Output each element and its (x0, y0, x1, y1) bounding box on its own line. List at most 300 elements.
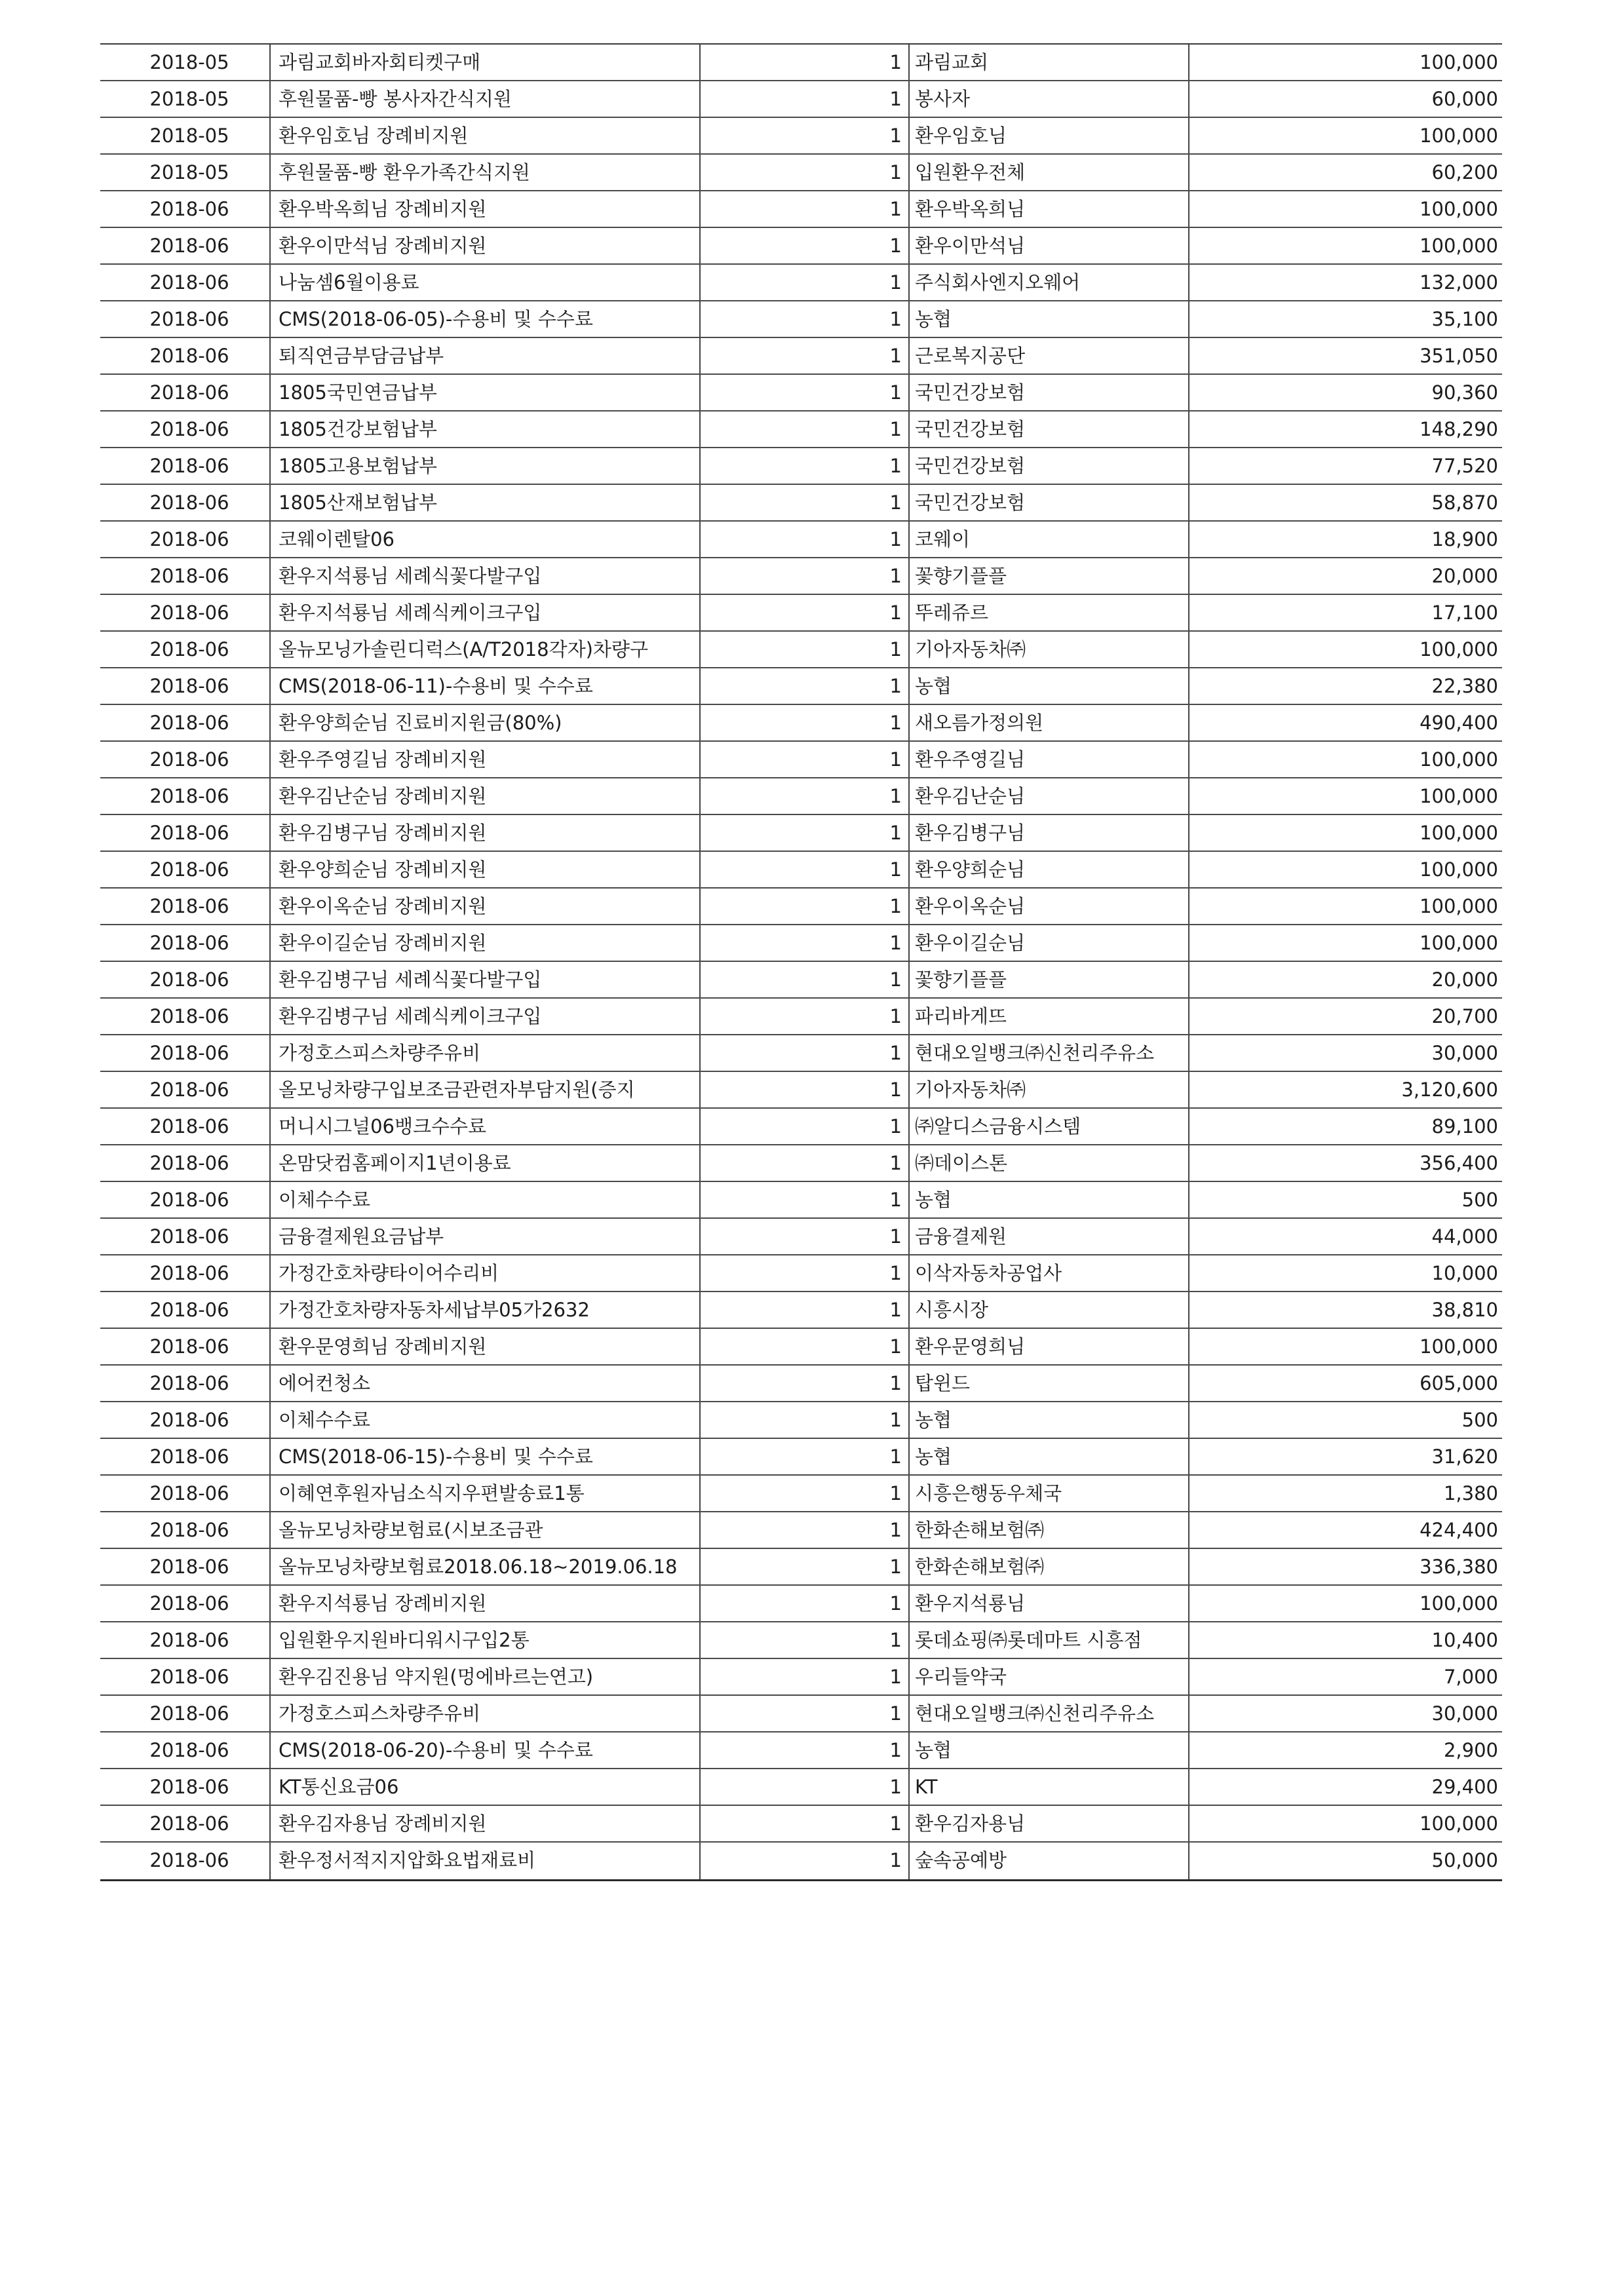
amount-cell: 424,400 (1420, 1519, 1498, 1541)
description-cell: 환우지석룡님 세례식케이크구입 (271, 595, 701, 630)
table-row (100, 962, 1502, 999)
amount-cell: 500 (1461, 1189, 1498, 1211)
description-cell: CMS(2018-06-11)-수용비 및 수수료 (271, 668, 701, 704)
description-cell: 1805건강보험납부 (271, 411, 701, 447)
vendor-cell: 농협 (910, 1182, 1189, 1217)
month-cell: 2018-06 (100, 1329, 271, 1364)
vendor-cell: 환우주영길님 (910, 742, 1189, 777)
table-row (100, 1035, 1502, 1072)
table-row (100, 118, 1502, 155)
table-row (100, 1219, 1502, 1255)
vendor-cell: 환우이옥순님 (910, 889, 1189, 924)
description-cell: 가정간호차량타이어수리비 (271, 1255, 701, 1291)
vendor-cell: 현대오일뱅크㈜신천리주유소 (910, 1035, 1189, 1071)
amount-cell: 3,120,600 (1401, 1079, 1498, 1101)
description-cell: 입원환우지원바디워시구입2통 (271, 1622, 701, 1658)
table-row (100, 375, 1502, 411)
month-cell: 2018-05 (100, 81, 271, 117)
description-cell: CMS(2018-06-15)-수용비 및 수수료 (271, 1439, 701, 1474)
month-cell: 2018-06 (100, 265, 271, 300)
table-row (100, 1182, 1502, 1219)
month-cell: 2018-06 (100, 1109, 271, 1144)
table-row (100, 411, 1502, 448)
vendor-cell: 주식회사엔지오웨어 (910, 265, 1189, 300)
quantity-cell: 1 (701, 81, 910, 117)
vendor-cell: 국민건강보험 (910, 448, 1189, 484)
amount-cell: 100,000 (1420, 858, 1498, 881)
quantity-cell: 1 (701, 1732, 910, 1768)
vendor-cell: ㈜데이스톤 (910, 1145, 1189, 1181)
month-cell: 2018-06 (100, 1549, 271, 1584)
quantity-cell: 1 (701, 999, 910, 1034)
description-cell: 후원물품-빵 봉사자간식지원 (271, 81, 701, 117)
quantity-cell: 1 (701, 852, 910, 887)
month-cell: 2018-06 (100, 962, 271, 997)
vendor-cell: KT (910, 1769, 1189, 1805)
description-cell: 환우김자용님 장례비지원 (271, 1806, 701, 1841)
description-cell: 이체수수료 (271, 1182, 701, 1217)
amount-cell: 132,000 (1420, 271, 1498, 294)
month-cell: 2018-06 (100, 228, 271, 263)
month-cell: 2018-06 (100, 1806, 271, 1841)
amount-cell: 90,360 (1431, 381, 1498, 404)
description-cell: 환우이옥순님 장례비지원 (271, 889, 701, 924)
month-cell: 2018-06 (100, 778, 271, 814)
month-cell: 2018-06 (100, 852, 271, 887)
table-row (100, 1366, 1502, 1402)
description-cell: 과림교회바자회티켓구매 (271, 45, 701, 80)
amount-cell: 58,870 (1431, 491, 1498, 514)
quantity-cell: 1 (701, 338, 910, 373)
month-cell: 2018-06 (100, 668, 271, 704)
vendor-cell: 환우지석룡님 (910, 1586, 1189, 1621)
table-row (100, 815, 1502, 852)
month-cell: 2018-06 (100, 191, 271, 227)
month-cell: 2018-06 (100, 1182, 271, 1217)
description-cell: 가정호스피스차량주유비 (271, 1696, 701, 1731)
table-row (100, 1329, 1502, 1366)
description-cell: CMS(2018-06-20)-수용비 및 수수료 (271, 1732, 701, 1768)
amount-cell: 100,000 (1420, 748, 1498, 771)
vendor-cell: 환우박옥희님 (910, 191, 1189, 227)
amount-cell: 100,000 (1420, 638, 1498, 660)
month-cell: 2018-06 (100, 1219, 271, 1254)
month-cell: 2018-06 (100, 1145, 271, 1181)
vendor-cell: 기아자동차㈜ (910, 1072, 1189, 1107)
quantity-cell: 1 (701, 1072, 910, 1107)
table-row (100, 1659, 1502, 1696)
table-row (100, 1109, 1502, 1145)
quantity-cell: 1 (701, 1219, 910, 1254)
amount-cell: 77,520 (1431, 455, 1498, 477)
month-cell: 2018-06 (100, 1769, 271, 1805)
description-cell: 올뉴모닝차량보험료(시보조금관 (271, 1512, 701, 1548)
table-row (100, 522, 1502, 558)
quantity-cell: 1 (701, 1476, 910, 1511)
vendor-cell: 봉사자 (910, 81, 1189, 117)
description-cell: 환우주영길님 장례비지원 (271, 742, 701, 777)
quantity-cell: 1 (701, 1439, 910, 1474)
vendor-cell: 환우김자용님 (910, 1806, 1189, 1841)
description-cell: 올모닝차량구입보조금관련자부담지원(증지 (271, 1072, 701, 1107)
description-cell: 올뉴모닝가솔린디럭스(A/T2018각자)차량구 (271, 632, 701, 667)
quantity-cell: 1 (701, 668, 910, 704)
vendor-cell: 한화손해보험㈜ (910, 1512, 1189, 1548)
month-cell: 2018-06 (100, 742, 271, 777)
quantity-cell: 1 (701, 191, 910, 227)
quantity-cell: 1 (701, 45, 910, 80)
amount-cell: 38,810 (1431, 1299, 1498, 1321)
description-cell: 이체수수료 (271, 1402, 701, 1438)
vendor-cell: 국민건강보험 (910, 485, 1189, 520)
quantity-cell: 1 (701, 1182, 910, 1217)
quantity-cell: 1 (701, 375, 910, 410)
month-cell: 2018-06 (100, 1732, 271, 1768)
vendor-cell: 농협 (910, 1439, 1189, 1474)
table-row (100, 1402, 1502, 1439)
table-row (100, 1512, 1502, 1549)
quantity-cell: 1 (701, 1145, 910, 1181)
month-cell: 2018-06 (100, 595, 271, 630)
quantity-cell: 1 (701, 411, 910, 447)
table-row (100, 155, 1502, 191)
description-cell: 이혜연후원자님소식지우편발송료1통 (271, 1476, 701, 1511)
table-row (100, 1843, 1502, 1879)
amount-cell: 100,000 (1420, 1592, 1498, 1615)
quantity-cell: 1 (701, 448, 910, 484)
vendor-cell: 농협 (910, 668, 1189, 704)
quantity-cell: 1 (701, 815, 910, 851)
table-row (100, 1769, 1502, 1806)
amount-cell: 20,000 (1431, 565, 1498, 587)
description-cell: 환우김난순님 장례비지원 (271, 778, 701, 814)
amount-cell: 100,000 (1420, 895, 1498, 917)
amount-cell: 351,050 (1420, 345, 1498, 367)
description-cell: KT통신요금06 (271, 1769, 701, 1805)
vendor-cell: 탑윈드 (910, 1366, 1189, 1401)
quantity-cell: 1 (701, 1329, 910, 1364)
quantity-cell: 1 (701, 1255, 910, 1291)
quantity-cell: 1 (701, 228, 910, 263)
vendor-cell: 환우김병구님 (910, 815, 1189, 851)
table-row (100, 925, 1502, 962)
amount-cell: 148,290 (1420, 418, 1498, 440)
month-cell: 2018-06 (100, 1292, 271, 1328)
vendor-cell: 기아자동차㈜ (910, 632, 1189, 667)
month-cell: 2018-06 (100, 1843, 271, 1879)
quantity-cell: 1 (701, 558, 910, 594)
quantity-cell: 1 (701, 778, 910, 814)
table-row (100, 265, 1502, 301)
table-row (100, 1696, 1502, 1732)
quantity-cell: 1 (701, 155, 910, 190)
quantity-cell: 1 (701, 742, 910, 777)
month-cell: 2018-05 (100, 155, 271, 190)
month-cell: 2018-06 (100, 632, 271, 667)
table-row (100, 1072, 1502, 1109)
amount-cell: 2,900 (1443, 1739, 1498, 1761)
table-row (100, 301, 1502, 338)
month-cell: 2018-06 (100, 1512, 271, 1548)
quantity-cell: 1 (701, 1696, 910, 1731)
quantity-cell: 1 (701, 595, 910, 630)
vendor-cell: 코웨이 (910, 522, 1189, 557)
amount-cell: 60,000 (1431, 88, 1498, 110)
month-cell: 2018-06 (100, 522, 271, 557)
description-cell: 1805고용보험납부 (271, 448, 701, 484)
amount-cell: 18,900 (1431, 528, 1498, 550)
amount-cell: 100,000 (1420, 51, 1498, 73)
description-cell: 후원물품-빵 환우가족간식지원 (271, 155, 701, 190)
vendor-cell: 뚜레쥬르 (910, 595, 1189, 630)
description-cell: 1805국민연금납부 (271, 375, 701, 410)
month-cell: 2018-05 (100, 118, 271, 153)
month-cell: 2018-06 (100, 338, 271, 373)
description-cell: 환우양희순님 진료비지원금(80%) (271, 705, 701, 740)
description-cell: 환우지석룡님 장례비지원 (271, 1586, 701, 1621)
table-row (100, 595, 1502, 632)
vendor-cell: 시흥시장 (910, 1292, 1189, 1328)
table-row (100, 889, 1502, 925)
table-row (100, 999, 1502, 1035)
description-cell: 환우정서적지지압화요법재료비 (271, 1843, 701, 1879)
month-cell: 2018-06 (100, 1659, 271, 1694)
month-cell: 2018-06 (100, 1439, 271, 1474)
quantity-cell: 1 (701, 1512, 910, 1548)
description-cell: 환우임호님 장례비지원 (271, 118, 701, 153)
table-row (100, 1549, 1502, 1586)
description-cell: 온맘닷컴홈페이지1년이용료 (271, 1145, 701, 1181)
amount-cell: 100,000 (1420, 785, 1498, 807)
vendor-cell: 숲속공예방 (910, 1843, 1189, 1879)
description-cell: 환우이길순님 장례비지원 (271, 925, 701, 961)
vendor-cell: 한화손해보험㈜ (910, 1549, 1189, 1584)
amount-cell: 100,000 (1420, 124, 1498, 147)
table-row (100, 228, 1502, 265)
month-cell: 2018-06 (100, 1035, 271, 1071)
vendor-cell: 입원환우전체 (910, 155, 1189, 190)
table-row (100, 778, 1502, 815)
quantity-cell: 1 (701, 1806, 910, 1841)
vendor-cell: 국민건강보험 (910, 411, 1189, 447)
vendor-cell: 환우임호님 (910, 118, 1189, 153)
quantity-cell: 1 (701, 1402, 910, 1438)
description-cell: 나눔셈6월이용료 (271, 265, 701, 300)
table-row (100, 485, 1502, 522)
table-row (100, 1476, 1502, 1512)
table-row (100, 705, 1502, 742)
amount-cell: 20,000 (1431, 968, 1498, 991)
quantity-cell: 1 (701, 962, 910, 997)
vendor-cell: 현대오일뱅크㈜신천리주유소 (910, 1696, 1189, 1731)
amount-cell: 100,000 (1420, 932, 1498, 954)
quantity-cell: 1 (701, 925, 910, 961)
amount-cell: 1,380 (1443, 1482, 1498, 1504)
description-cell: 코웨이렌탈06 (271, 522, 701, 557)
description-cell: 환우문영희님 장례비지원 (271, 1329, 701, 1364)
table-row (100, 1255, 1502, 1292)
month-cell: 2018-06 (100, 1696, 271, 1731)
vendor-cell: 시흥은행동우체국 (910, 1476, 1189, 1511)
month-cell: 2018-06 (100, 889, 271, 924)
table-row (100, 1732, 1502, 1769)
description-cell: 올뉴모닝차량보험료2018.06.18~2019.06.18 (271, 1549, 701, 1584)
table-row (100, 558, 1502, 595)
amount-cell: 29,400 (1431, 1776, 1498, 1798)
quantity-cell: 1 (701, 265, 910, 300)
vendor-cell: 꽃향기플플 (910, 962, 1189, 997)
vendor-cell: 환우이길순님 (910, 925, 1189, 961)
month-cell: 2018-06 (100, 301, 271, 337)
vendor-cell: 농협 (910, 301, 1189, 337)
quantity-cell: 1 (701, 522, 910, 557)
amount-cell: 356,400 (1420, 1152, 1498, 1174)
vendor-cell: 농협 (910, 1732, 1189, 1768)
amount-cell: 20,700 (1431, 1005, 1498, 1027)
amount-cell: 500 (1461, 1409, 1498, 1431)
amount-cell: 30,000 (1431, 1042, 1498, 1064)
description-cell: 1805산재보험납부 (271, 485, 701, 520)
description-cell: 환우김병구님 세례식꽃다발구입 (271, 962, 701, 997)
vendor-cell: 환우이만석님 (910, 228, 1189, 263)
amount-cell: 605,000 (1420, 1372, 1498, 1394)
vendor-cell: 국민건강보험 (910, 375, 1189, 410)
description-cell: 에어컨청소 (271, 1366, 701, 1401)
month-cell: 2018-06 (100, 558, 271, 594)
amount-cell: 89,100 (1431, 1115, 1498, 1138)
month-cell: 2018-06 (100, 411, 271, 447)
description-cell: 퇴직연금부담금납부 (271, 338, 701, 373)
description-cell: 환우김병구님 장례비지원 (271, 815, 701, 851)
table-row (100, 1439, 1502, 1476)
table-row (100, 1806, 1502, 1843)
amount-cell: 100,000 (1420, 1812, 1498, 1835)
amount-cell: 31,620 (1431, 1445, 1498, 1468)
amount-cell: 44,000 (1431, 1225, 1498, 1248)
quantity-cell: 1 (701, 118, 910, 153)
quantity-cell: 1 (701, 1109, 910, 1144)
month-cell: 2018-06 (100, 925, 271, 961)
expense-table (100, 43, 1502, 1881)
description-cell: 금융결제원요금납부 (271, 1219, 701, 1254)
month-cell: 2018-06 (100, 815, 271, 851)
vendor-cell: 과림교회 (910, 45, 1189, 80)
vendor-cell: 근로복지공단 (910, 338, 1189, 373)
amount-cell: 17,100 (1431, 602, 1498, 624)
month-cell: 2018-06 (100, 1586, 271, 1621)
table-row (100, 632, 1502, 668)
quantity-cell: 1 (701, 1366, 910, 1401)
quantity-cell: 1 (701, 1659, 910, 1694)
description-cell: 머니시그널06뱅크수수료 (271, 1109, 701, 1144)
quantity-cell: 1 (701, 1549, 910, 1584)
amount-cell: 50,000 (1431, 1849, 1498, 1871)
amount-cell: 490,400 (1420, 712, 1498, 734)
description-cell: 환우지석룡님 세례식꽃다발구입 (271, 558, 701, 594)
quantity-cell: 1 (701, 301, 910, 337)
month-cell: 2018-06 (100, 1622, 271, 1658)
table-row (100, 448, 1502, 485)
month-cell: 2018-06 (100, 375, 271, 410)
table-row (100, 668, 1502, 705)
month-cell: 2018-06 (100, 1366, 271, 1401)
amount-cell: 100,000 (1420, 822, 1498, 844)
table-row (100, 742, 1502, 778)
table-row (100, 1145, 1502, 1182)
month-cell: 2018-06 (100, 999, 271, 1034)
table-row (100, 1586, 1502, 1622)
table-row (100, 852, 1502, 889)
amount-cell: 100,000 (1420, 235, 1498, 257)
description-cell: 가정간호차량자동차세납부05가2632 (271, 1292, 701, 1328)
month-cell: 2018-06 (100, 1072, 271, 1107)
description-cell: 환우박옥희님 장례비지원 (271, 191, 701, 227)
table-row (100, 1292, 1502, 1329)
quantity-cell: 1 (701, 1769, 910, 1805)
quantity-cell: 1 (701, 1292, 910, 1328)
description-cell: 환우김진용님 약지원(멍에바르는연고) (271, 1659, 701, 1694)
amount-cell: 10,400 (1431, 1629, 1498, 1651)
table-row (100, 1622, 1502, 1659)
quantity-cell: 1 (701, 1622, 910, 1658)
vendor-cell: ㈜알디스금융시스템 (910, 1109, 1189, 1144)
table-row (100, 81, 1502, 118)
quantity-cell: 1 (701, 705, 910, 740)
amount-cell: 22,380 (1431, 675, 1498, 697)
description-cell: 환우양희순님 장례비지원 (271, 852, 701, 887)
month-cell: 2018-06 (100, 705, 271, 740)
month-cell: 2018-06 (100, 448, 271, 484)
description-cell: 환우김병구님 세례식케이크구입 (271, 999, 701, 1034)
month-cell: 2018-05 (100, 45, 271, 80)
amount-cell: 35,100 (1431, 308, 1498, 330)
description-cell: 환우이만석님 장례비지원 (271, 228, 701, 263)
amount-cell: 7,000 (1443, 1666, 1498, 1688)
amount-cell: 10,000 (1431, 1262, 1498, 1284)
quantity-cell: 1 (701, 632, 910, 667)
quantity-cell: 1 (701, 889, 910, 924)
quantity-cell: 1 (701, 485, 910, 520)
quantity-cell: 1 (701, 1035, 910, 1071)
month-cell: 2018-06 (100, 1476, 271, 1511)
vendor-cell: 우리들약국 (910, 1659, 1189, 1694)
vendor-cell: 농협 (910, 1402, 1189, 1438)
quantity-cell: 1 (701, 1843, 910, 1879)
vendor-cell: 환우양희순님 (910, 852, 1189, 887)
vendor-cell: 환우김난순님 (910, 778, 1189, 814)
month-cell: 2018-06 (100, 1255, 271, 1291)
vendor-cell: 롯데쇼핑㈜롯데마트 시흥점 (910, 1622, 1189, 1658)
amount-cell: 30,000 (1431, 1702, 1498, 1725)
table-row (100, 338, 1502, 375)
amount-cell: 100,000 (1420, 1335, 1498, 1358)
vendor-cell: 새오름가정의원 (910, 705, 1189, 740)
vendor-cell: 파리바게뜨 (910, 999, 1189, 1034)
month-cell: 2018-06 (100, 485, 271, 520)
vendor-cell: 꽃향기플플 (910, 558, 1189, 594)
vendor-cell: 환우문영희님 (910, 1329, 1189, 1364)
month-cell: 2018-06 (100, 1402, 271, 1438)
vendor-cell: 이삭자동차공업사 (910, 1255, 1189, 1291)
amount-cell: 60,200 (1431, 161, 1498, 183)
amount-cell: 100,000 (1420, 198, 1498, 220)
quantity-cell: 1 (701, 1586, 910, 1621)
description-cell: CMS(2018-06-05)-수용비 및 수수료 (271, 301, 701, 337)
amount-cell: 336,380 (1420, 1556, 1498, 1578)
table-row (100, 191, 1502, 228)
description-cell: 가정호스피스차량주유비 (271, 1035, 701, 1071)
table-row (100, 45, 1502, 81)
